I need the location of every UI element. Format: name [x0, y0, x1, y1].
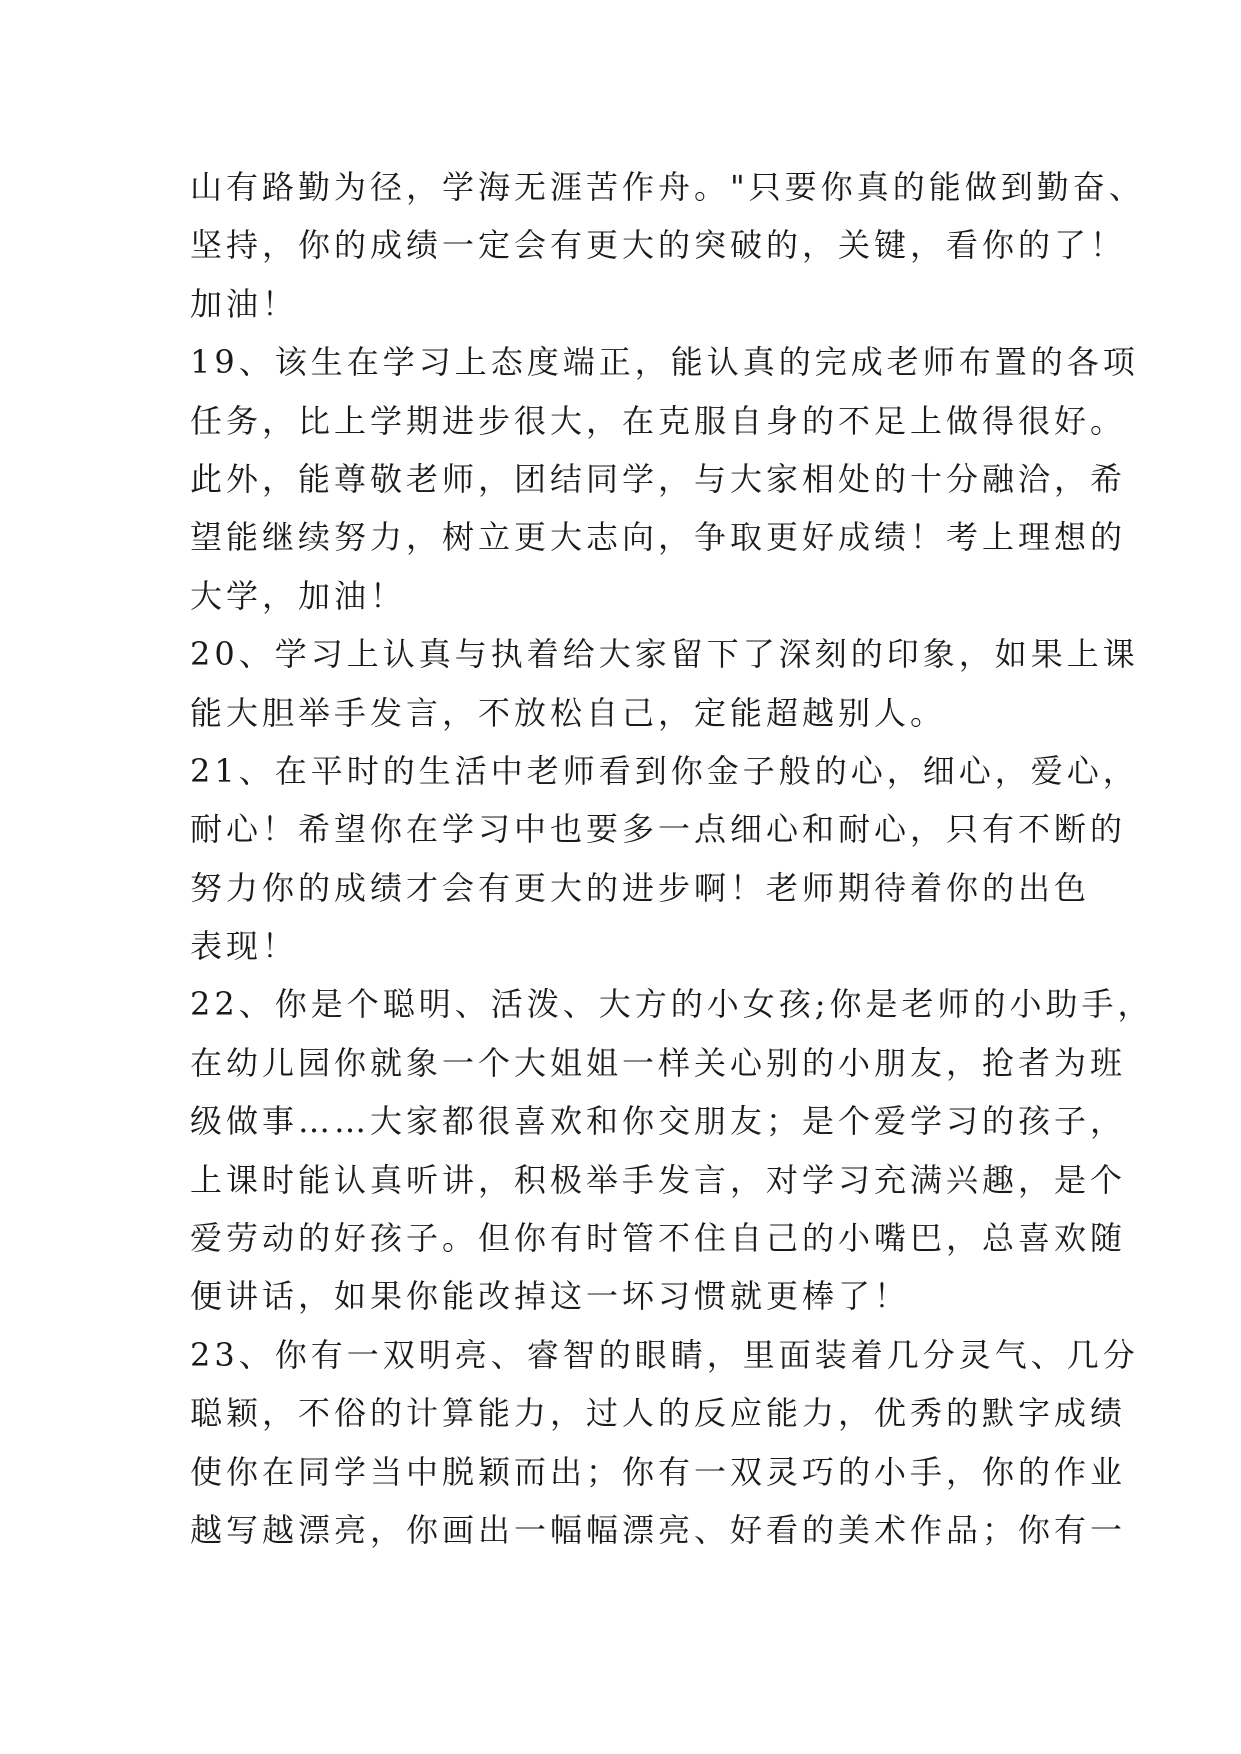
text-line: 越写越漂亮，你画出一幅幅漂亮、好看的美术作品；你有一	[190, 1510, 1127, 1549]
text-line: 级做事……大家都很喜欢和你交朋友；是个爱学习的孩子，	[190, 1102, 1127, 1141]
text-line: 使你在同学当中脱颖而出；你有一双灵巧的小手，你的作业	[190, 1452, 1127, 1491]
text-line: 耐心！希望你在学习中也要多一点细心和耐心，只有不断的	[190, 810, 1127, 849]
text-line: 聪颖，不俗的计算能力，过人的反应能力，优秀的默字成绩	[190, 1394, 1127, 1433]
text-line: 山有路勤为径，学海无涯苦作舟。"只要你真的能做到勤奋、	[190, 168, 1145, 206]
text-line: 上课时能认真听讲，积极举手发言，对学习充满兴趣，是个	[190, 1160, 1127, 1199]
document-body	[190, 158, 1154, 1559]
text-line: 23、你有一双明亮、睿智的眼睛，里面装着几分灵气、几分	[190, 1335, 1139, 1374]
text-line: 22、你是个聪明、活泼、大方的小女孩;你是老师的小助手，	[190, 985, 1154, 1024]
text-line: 20、学习上认真与执着给大家留下了深刻的印象，如果上课	[190, 635, 1139, 674]
text-line: 努力你的成绩才会有更大的进步啊！老师期待着你的出色	[190, 868, 1091, 907]
text-line: 21、在平时的生活中老师看到你金子般的心，细心，爱心，	[190, 751, 1139, 790]
text-line: 望能继续努力，树立更大志向，争取更好成绩！考上理想的	[190, 518, 1127, 557]
text-line: 此外，能尊敬老师，团结同学，与大家相处的十分融洽，希	[190, 459, 1127, 498]
text-line: 19、该生在学习上态度端正，能认真的完成老师布置的各项	[190, 343, 1139, 382]
text-line: 坚持，你的成绩一定会有更大的突破的，关键，看你的了！	[190, 226, 1127, 265]
text-line: 加油！	[190, 284, 299, 323]
text-line: 表现！	[190, 927, 299, 966]
text-line: 能大胆举手发言，不放松自己，定能超越别人。	[190, 693, 947, 732]
text-line: 便讲话，如果你能改掉这一坏习惯就更棒了！	[190, 1277, 911, 1316]
text-line: 大学，加油！	[190, 576, 407, 615]
text-line: 在幼儿园你就象一个大姐姐一样关心别的小朋友，抢者为班	[190, 1043, 1127, 1082]
text-line: 爱劳动的好孩子。但你有时管不住自己的小嘴巴，总喜欢随	[190, 1219, 1127, 1258]
text-line: 任务，比上学期进步很大，在克服自身的不足上做得很好。	[190, 401, 1127, 440]
